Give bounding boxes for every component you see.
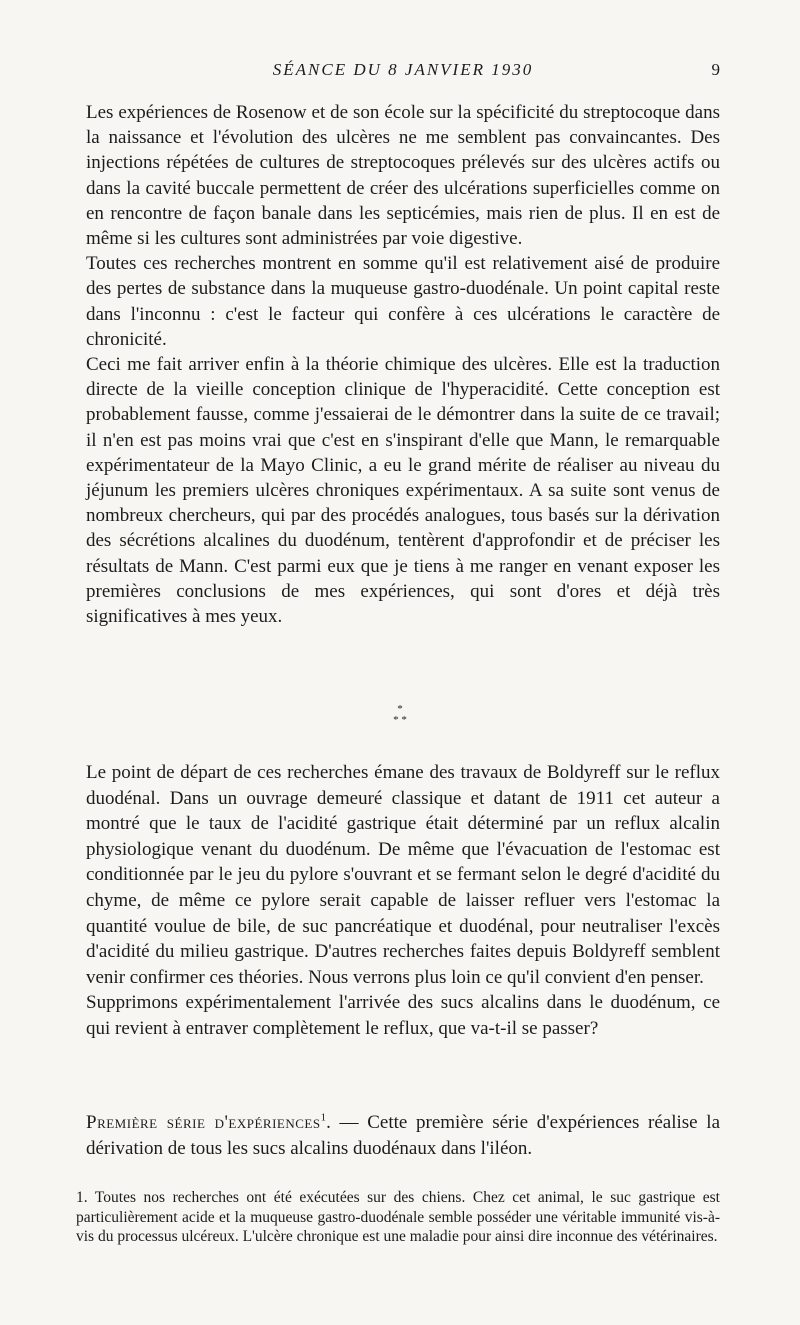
footnote (76, 1188, 720, 1247)
paragraph (86, 1110, 720, 1161)
paragraph: Supprimons expérimentalement l'arrivée des sucs alcalins dans le duodénum, ce qui revient à entraver complètement le reflux, que va-t-il se passer? (86, 992, 720, 1039)
paragraph: Ceci me fait arriver enfin à la théorie chimique des ulcères. Elle est la traduction directe de la vieille conception clinique de l'hyperacidité. Cette conception est probablement fausse, comme j'essaierai de le démontrer dans la suite de ce travail; il n'en est pas moins vrai que c'est en s'inspirant d'elle que Mann, le remarquable expérimentateur de la Mayo Clinic, a eu le grand mérite de réaliser au niveau du jéjunum les premiers ulcères chroniques expérimentaux. A sa suite sont venus de nombreux chercheurs, qui par des procédés analogues, tous basés sur la dérivation des sécrétions alcalines du duodénum, tentèrent d'approfondir et de préciser les résultats de Mann. C'est parmi eux que je tiens à me ranger en venant exposer les premières conclusions de mes expériences, qui sont d'ores et déjà très significatives à mes yeux. (86, 354, 720, 628)
paragraph: Toutes ces recherches montrent en somme qu'il est relativement aisé de produire des pertes de substance dans la muqueuse gastro-duodénale. Un point capital reste dans l'inconnu : c'est le facteur qui confère à ces ulcérations le caractère de chronicité. (86, 253, 720, 350)
page-number: 9 (711, 60, 720, 79)
section-text: . — Cette première série d'expériences réalise la dérivation de tous les sucs alcalins duodénaux dans l'iléon. (86, 1112, 720, 1159)
asterism-bottom: * * (393, 714, 407, 726)
section-3 (86, 1110, 720, 1161)
footnote-reference: 1 (320, 1111, 327, 1124)
running-title: SÉANCE DU 8 JANVIER 1930 (272, 60, 534, 79)
asterism-top: * (397, 703, 403, 715)
footnote-marker: 1. (76, 1189, 88, 1206)
page-header (86, 60, 720, 84)
section-separator (0, 704, 800, 726)
main-text (86, 100, 720, 629)
paragraph: Le point de départ de ces recherches émane des travaux de Boldyreff sur le reflux duodénal. Dans un ouvrage demeuré classique et datant de 1911 cet auteur a montré que le taux de l'acidité gastrique était déterminé par un reflux alcalin physiologique venant du duodénum. De même que l'évacuation de l'estomac est conditionnée par le jeu du pylore s'ouvrant et se fermant selon le degré d'acidité du chyme, de même ce pylore serait capable de laisser refluer vers l'estomac la quantité voulue de bile, de suc pancréatique et duodénal, pour neutraliser l'excès d'acidité du milieu gastrique. D'autres recherches faites depuis Boldyreff semblent venir confirmer ces théories. Nous verrons plus loin ce qu'il convient d'en penser. (86, 762, 720, 988)
section-2 (86, 760, 720, 1042)
section-heading: Première série d'expériences (86, 1112, 321, 1133)
paragraph: Les expériences de Rosenow et de son école sur la spécificité du streptocoque dans la naissance et l'évolution des ulcères ne me semblent pas convaincantes. Des injections répétées de cultures de streptocoques prélevés sur des ulcères actifs ou dans la cavité buccale permettent de créer des ulcérations superficielles comme on en rencontre de façon banale dans les septicémies, mais rien de plus. Il en est de même si les cultures sont administrées par voie digestive. (86, 102, 720, 250)
footnote-text (76, 1188, 720, 1247)
footnote-body: Toutes nos recherches ont été exécutées sur des chiens. Chez cet animal, le suc gastrique est particulièrement acide et la muqueuse gastro-duodénale semble posséder une véritable immunité vis-à-vis du processus ulcéreux. L'ulcère chronique est une maladie pour ainsi dire inconnue des vétérinaires. (76, 1189, 720, 1245)
